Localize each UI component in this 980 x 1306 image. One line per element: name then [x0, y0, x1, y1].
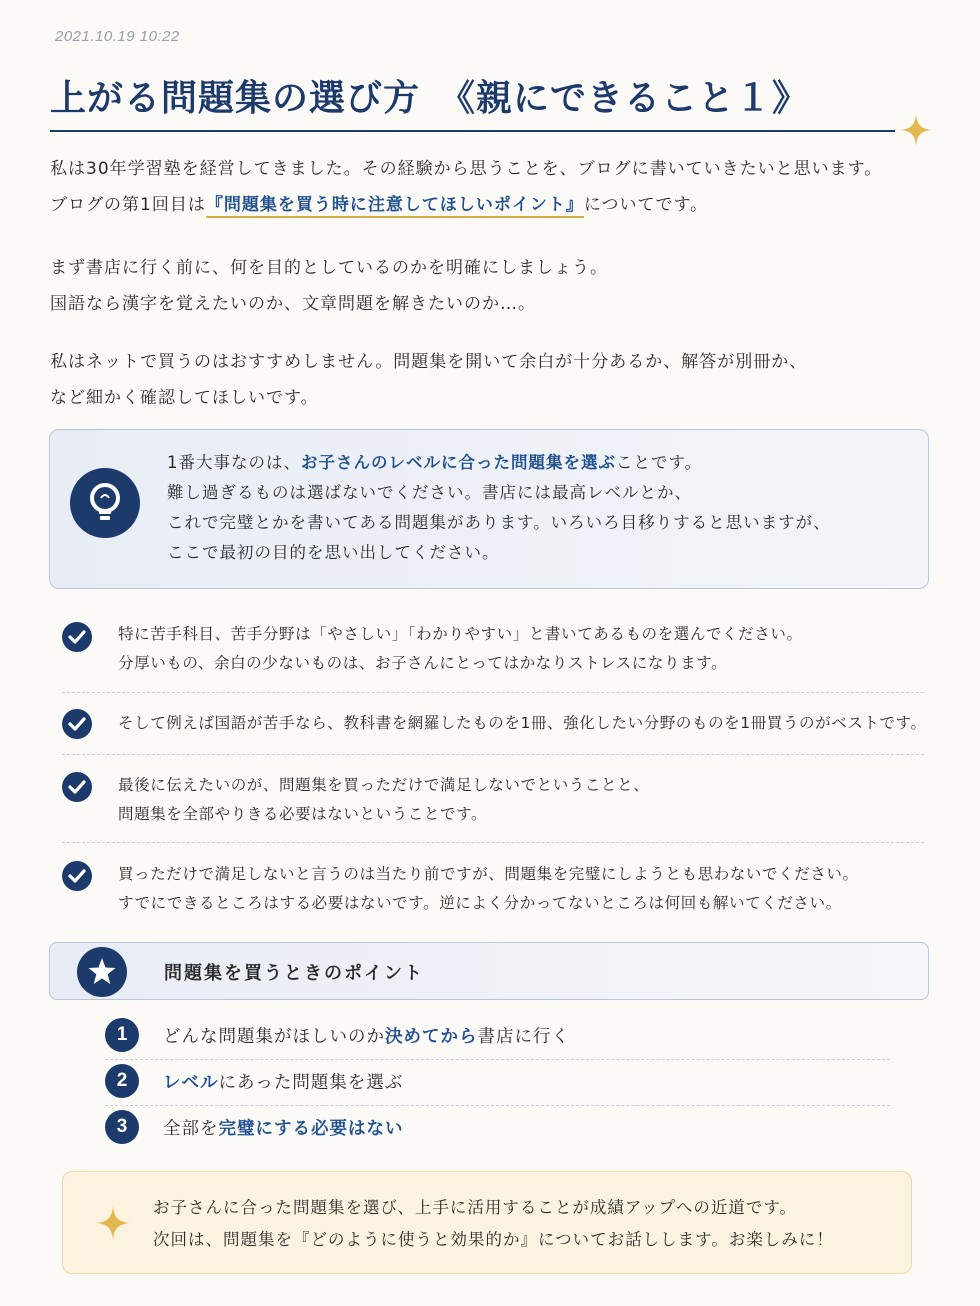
checklist-text: 特に苦手科目、苦手分野は「やさしい」「わかりやすい」と書いてあるものを選んでください。: [118, 625, 803, 643]
checklist-item: [62, 755, 924, 843]
checklist-text: そして例えば国語が苦手なら、教科書を網羅したものを1冊、強化したい分野のものを1冊買うのがベストです。: [118, 714, 927, 732]
closing-line: お子さんに合った問題集を選び、上手に活用することが成績アップへの近道です。: [153, 1198, 798, 1217]
highlight-link[interactable]: 『問題集を買う時に注意してほしいポイント』: [206, 195, 584, 218]
closing-callout: [62, 1171, 912, 1274]
check-icon: [62, 861, 92, 891]
tip-callout: [49, 429, 929, 589]
intro-text: についてです。: [583, 195, 709, 215]
checklist-text: すでにできるところはする必要はないです。逆によく分かってないところは何回も解いてください。: [118, 894, 842, 912]
points-header: [49, 942, 929, 1000]
tip-text-line: ことです。: [616, 453, 703, 472]
check-icon: [62, 709, 92, 739]
title-divider: [50, 130, 895, 132]
page-title: 上がる問題集の選び方 《親にできること１》: [50, 78, 810, 119]
point-highlight: 決めてから: [385, 1027, 478, 1047]
step-number: 2: [105, 1064, 139, 1098]
closing-text: [153, 1192, 834, 1256]
paragraph-line: 国語なら漢字を覚えたいのか、文章問題を解きたいのか…。: [50, 294, 536, 314]
intro-text: ブログの第1回目は: [50, 195, 206, 215]
intro-line: 私は30年学習塾を経営してきました。その経験から思うことを、ブログに書いていきたいと思います。: [50, 159, 883, 179]
tip-text-line: ここで最初の目的を思い出してください。: [167, 543, 500, 562]
point-highlight: レベル: [163, 1073, 219, 1093]
post-date: 2021.10.19 10:22: [55, 28, 180, 45]
lightbulb-icon: [70, 468, 140, 538]
tip-text-line: 1番大事なのは、: [167, 453, 301, 472]
checklist-item: [62, 693, 927, 755]
online-paragraph: [50, 344, 807, 416]
step-number: 1: [105, 1018, 139, 1052]
checklist-text: 分厚いもの、余白の少ないものは、お子さんにとってはかなりストレスになります。: [118, 654, 728, 672]
checklist-text: 買っただけで満足しないと言うのは当たり前ですが、問題集を完璧にしようとも思わないでください。: [118, 865, 859, 883]
point-highlight: 完璧にする必要はない: [218, 1119, 404, 1139]
point-text: [163, 1069, 403, 1094]
check-icon: [62, 622, 92, 652]
point-text-part: 書店に行く: [477, 1027, 570, 1047]
checklist-item: [62, 612, 924, 693]
checklist: [62, 612, 927, 923]
tip-text-line: これで完璧とかを書いてある問題集があります。いろいろ目移りすると思いますが、: [167, 513, 831, 532]
point-text: [163, 1115, 404, 1140]
purpose-paragraph: [50, 250, 608, 322]
intro-paragraph: [50, 151, 882, 223]
paragraph-line: 私はネットで買うのはおすすめしません。問題集を開いて余白が十分あるか、解答が別冊か、: [50, 352, 808, 372]
point-text-part: にあった問題集を選ぶ: [218, 1073, 404, 1093]
paragraph-line: など細かく確認してほしいです。: [50, 388, 319, 408]
point-text-part: どんな問題集がほしいのか: [163, 1027, 385, 1047]
point-text-part: 全部を: [163, 1119, 219, 1139]
paragraph-line: まず書店に行く前に、何を目的としているのかを明確にしましょう。: [50, 258, 608, 278]
tip-text: [167, 448, 831, 568]
point-text: [163, 1023, 570, 1048]
point-item: [105, 1106, 890, 1152]
tip-highlight: お子さんのレベルに合った問題集を選ぶ: [301, 453, 616, 472]
checklist-item: [62, 843, 924, 923]
check-icon: [62, 772, 92, 802]
step-number: 3: [105, 1110, 139, 1144]
tip-text-line: 難し過ぎるものは選ばないでください。書店には最高レベルとか、: [167, 483, 692, 502]
sparkle-icon: [96, 1206, 130, 1240]
points-title: 問題集を買うときのポイント: [164, 963, 424, 984]
intro-line: [50, 187, 882, 223]
closing-line: 次回は、問題集を『どのように使うと効果的か』についてお話しします。お楽しみに！: [153, 1230, 834, 1249]
checklist-text: 問題集を全部やりきる必要はないということです。: [118, 805, 488, 823]
checklist-text: 最後に伝えたいのが、問題集を買っただけで満足しないでということと、: [118, 776, 650, 794]
point-item: [105, 1014, 890, 1060]
star-icon: [77, 947, 127, 997]
sparkle-icon: [900, 114, 932, 146]
point-item: [105, 1060, 890, 1106]
points-list: [105, 1014, 890, 1152]
